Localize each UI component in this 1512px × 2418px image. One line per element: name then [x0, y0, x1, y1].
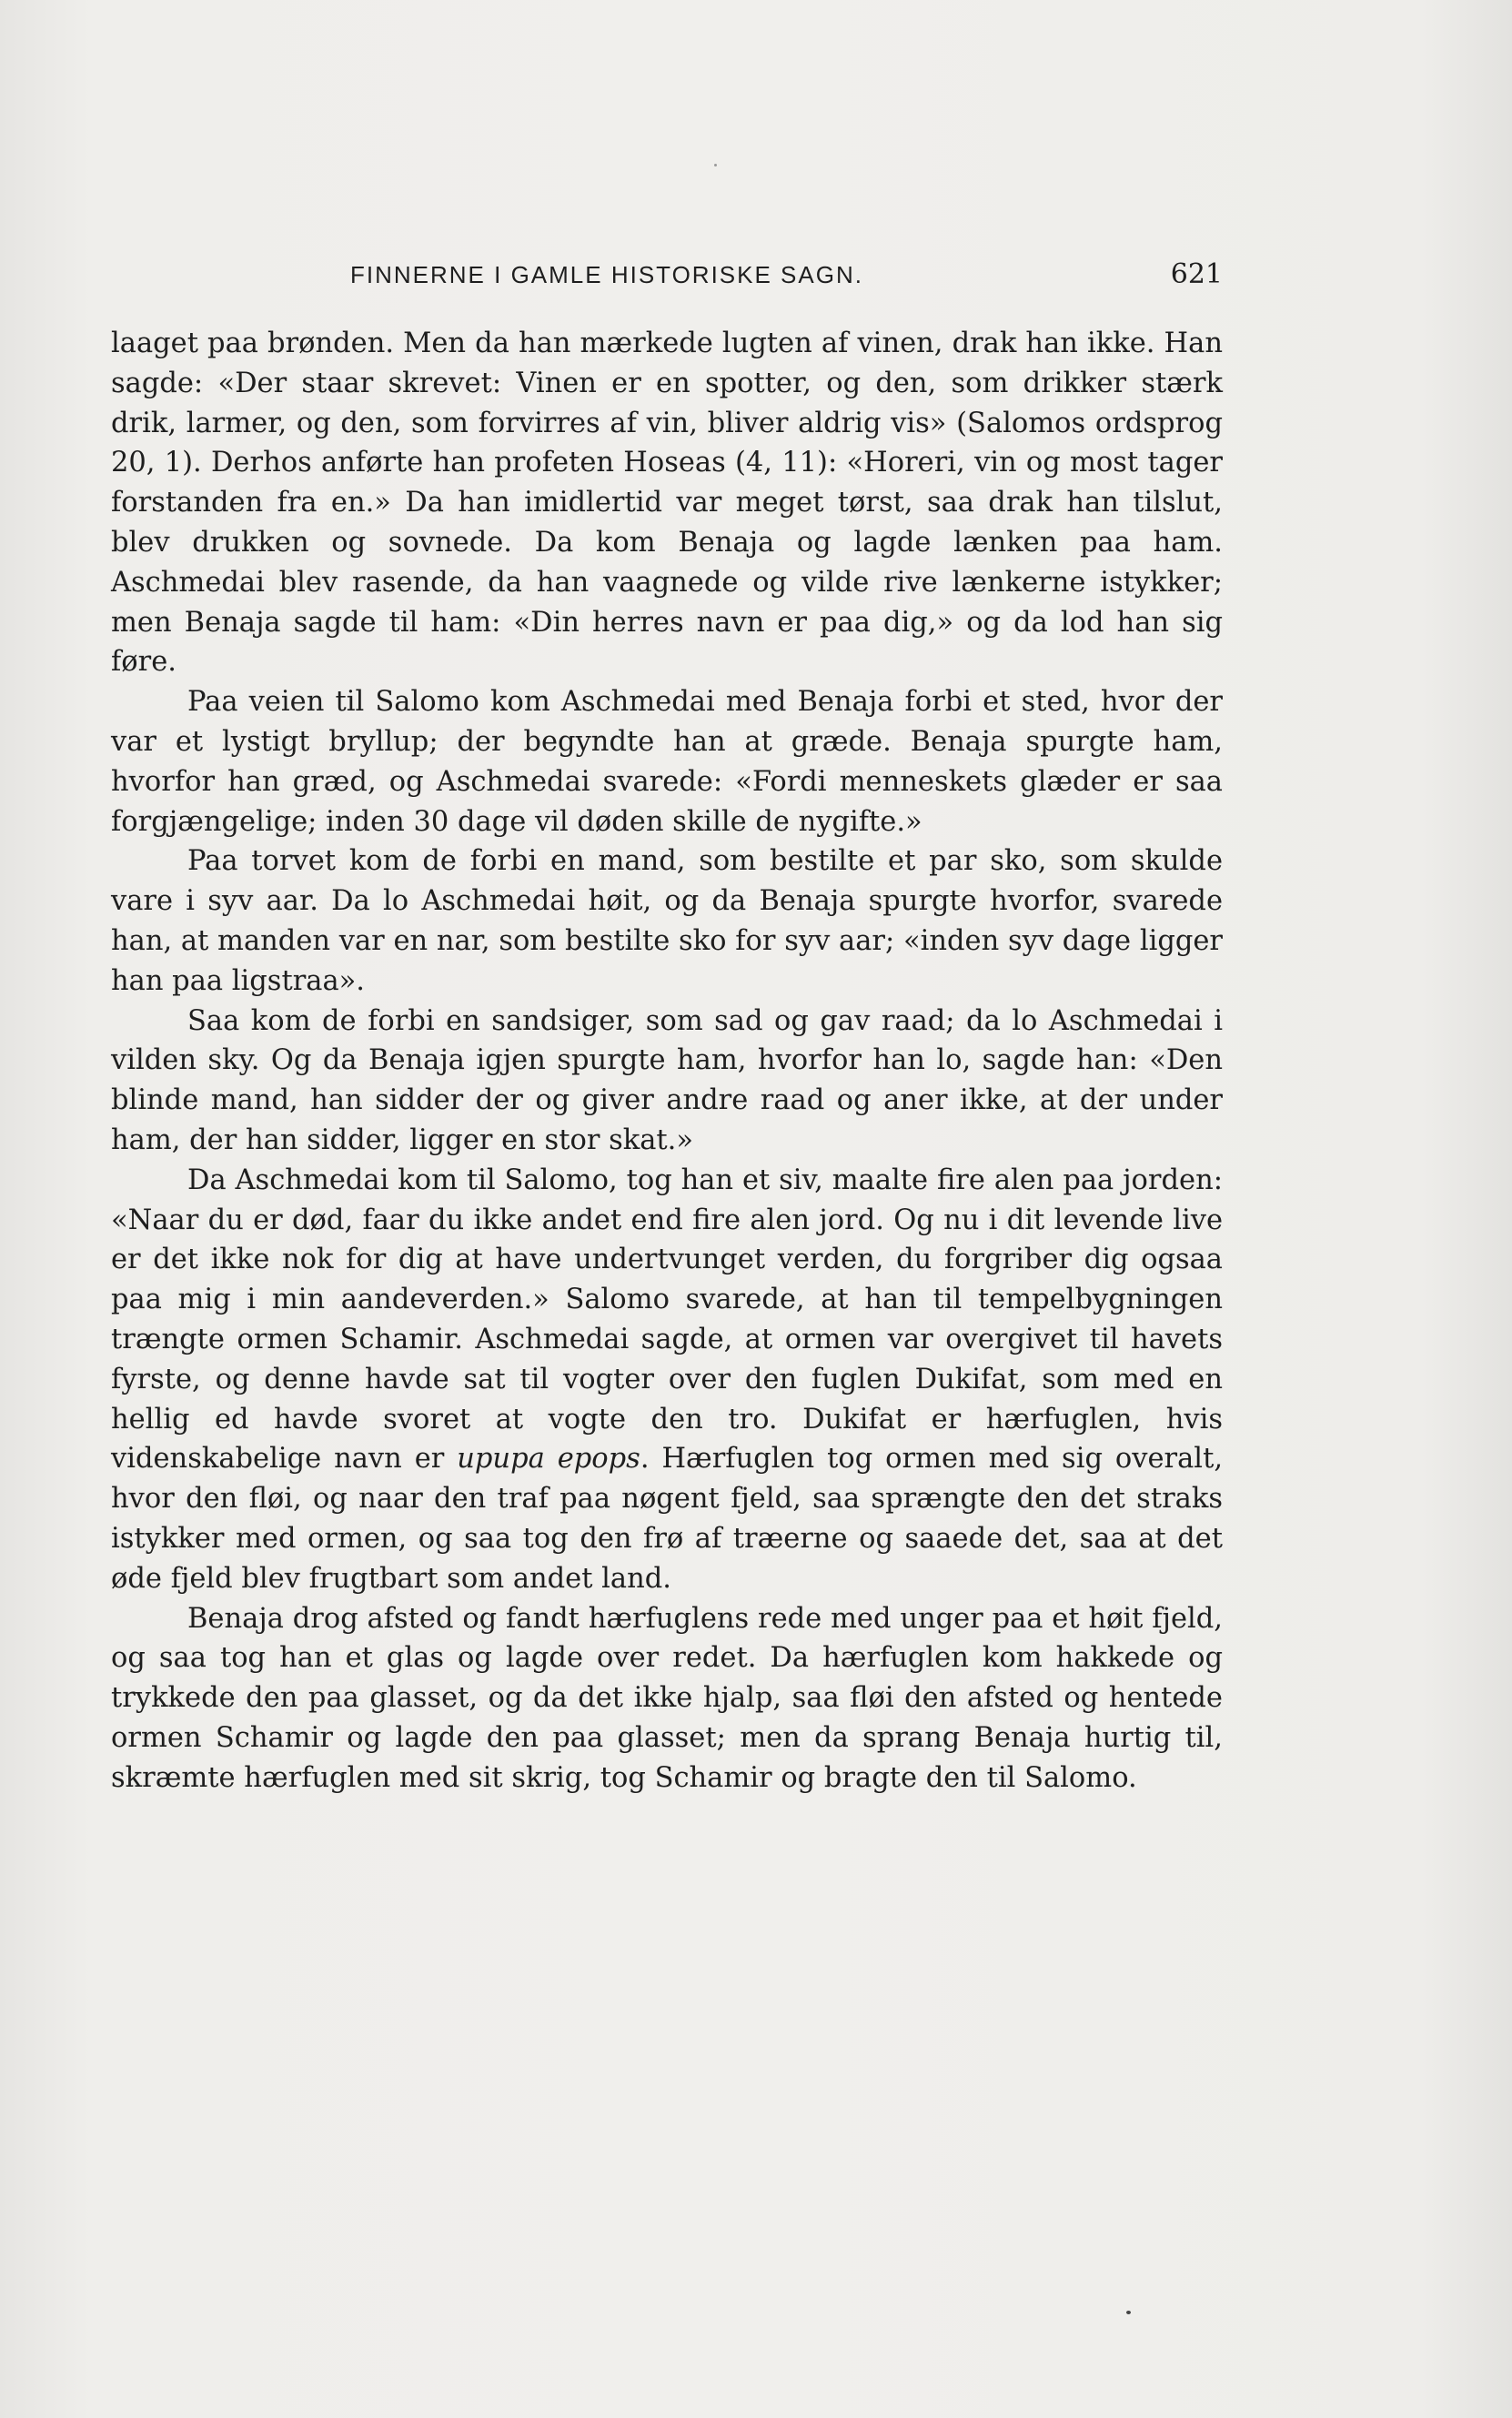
body-text — [111, 324, 1223, 1798]
paragraph — [111, 324, 1223, 682]
paragraph — [111, 841, 1223, 1001]
running-title: FINNERNE I GAMLE HISTORISKE SAGN. — [350, 261, 863, 288]
paragraph-text: Paa veien til Salomo kom Aschmedai med Benaja forbi et sted, hvor der var et lystigt bryllup; der begyndte han at græde. Benaja spurgte ham, hvorfor han græd, og Aschmedai svarede: «Fordi menneskets glæder er saa forgjængelige; inden 30 dage vil døden skille de nygifte.» — [111, 686, 1223, 838]
paragraph — [111, 1002, 1223, 1161]
paragraph-text: Da Aschmedai kom til Salomo, tog han et siv, maalte fire alen paa jorden: «Naar du er død, faar du ikke andet end fire alen jord. Og nu i dit levende live er det ikke nok for dig at have undertvunget verden, du forgriber dig ogsaa paa mig i min aandeverden.» Salomo svarede, at han til tempelbygningen trængte ormen Schamir. Aschmedai sagde, at ormen var overgivet til havets fyrste, og denne havde sat til vogter over den fuglen Dukifat, som med en hellig ed havde svoret at vogte den tro. Dukifat er hærfuglen, hvis videnskabelige navn er — [111, 1164, 1223, 1476]
latin-species-name: upupa epops — [457, 1443, 640, 1476]
page-number: 621 — [1170, 258, 1223, 290]
paper-speck — [714, 164, 717, 166]
paragraph — [111, 682, 1223, 841]
paragraph-text: Benaja drog afsted og fandt hærfuglens rede med unger paa et høit fjeld, og saa tog han et glas og lagde over redet. Da hærfuglen kom hakkede og trykkede den paa glasset, og da det ikke hjalp, saa fløi den afsted og hentede ormen Schamir og lagde den paa glasset; men da sprang Benaja hurtig til, skræmte hærfuglen med sit skrig, tog Schamir og bragte den til Salomo. — [111, 1602, 1223, 1794]
paragraph-text-continued: . Hærfuglen tog ormen med sig overalt, hvor den fløi, og naar den traf paa nøgent fjeld, saa sprængte den det straks istykker med ormen, og saa tog den frø af træerne og saaede det, saa at det øde fjeld blev frugtbart som andet land. — [111, 1443, 1224, 1595]
paragraph — [111, 1599, 1223, 1798]
paragraph — [111, 1161, 1223, 1599]
page-header — [111, 257, 1223, 293]
paragraph-text: Saa kom de forbi en sandsiger, som sad og gav raad; da lo Aschmedai i vilden sky. Og da Benaja igjen spurgte ham, hvorfor han lo, sagde han: «Den blinde mand, han sidder der og giver andre raad og aner ikke, at der under ham, der han sidder, ligger en stor skat.» — [111, 1004, 1223, 1156]
paragraph-text: laaget paa brønden. Men da han mærkede lugten af vinen, drak han ikke. Han sagde: «Der staar skrevet: Vinen er en spotter, og den, som drikker stærk drik, larmer, og den, som forvirres af vin, bliver aldrig vis» (Salomos ordsprog 20, 1). Derhos anførte han profeten Hoseas (4, 11): «Horeri, vin og most tager forstanden fra en.» Da han imidlertid var meget tørst, saa drak han tilslut, blev drukken og sovnede. Da kom Benaja og lagde lænken paa ham. Aschmedai blev rasende, da han vaagnede og vilde rive lænkerne istykker; men Benaja sagde til ham: «Din herres navn er paa dig,» og da lod han sig føre. — [111, 327, 1223, 679]
paragraph-text: Paa torvet kom de forbi en mand, som bestilte et par sko, som skulde vare i syv aar. Da lo Aschmedai høit, og da Benaja spurgte hvorfor, svarede han, at manden var en nar, som bestilte sko for syv aar; «inden syv dage ligger han paa ligstraa». — [111, 845, 1223, 997]
paper-speck — [1126, 2311, 1131, 2314]
